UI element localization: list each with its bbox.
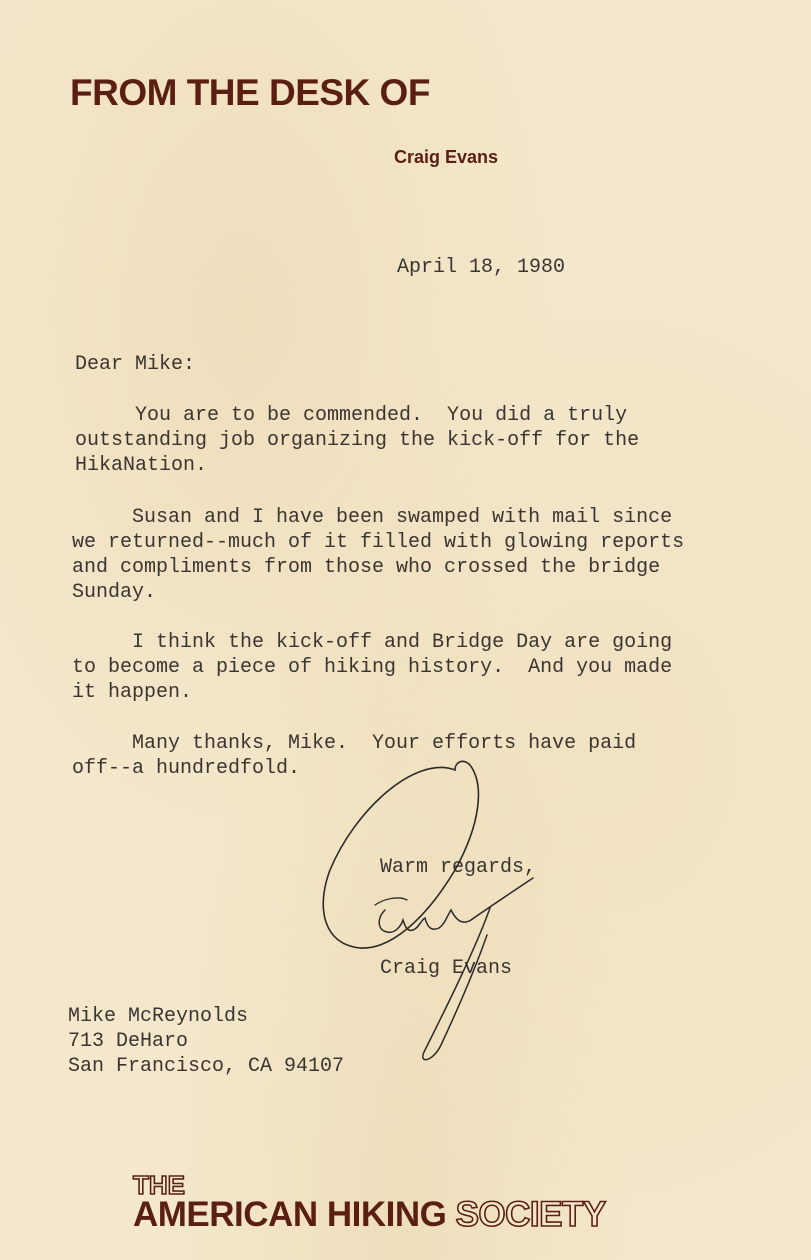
footer-org-outline: SOCIETY (455, 1195, 606, 1234)
paragraph-4: Many thanks, Mike. Your efforts have paid off--a hundredfold. (72, 732, 637, 780)
letterhead-title: FROM THE DESK OF (70, 72, 430, 113)
salutation: Dear Mike: (75, 353, 196, 376)
letter-date: April 18, 1980 (397, 256, 566, 279)
closing: Warm regards, (380, 856, 537, 879)
paragraph-3: I think the kick-off and Bridge Day are going to become a piece of hiking history. And you made it happen. (72, 631, 673, 704)
paragraph-2: Susan and I have been swamped with mail since we returned--much of it filled with glowing reports and compliments from those who crossed the bridge Sunday. (72, 506, 685, 604)
footer-the: THE (133, 1170, 185, 1200)
handwritten-signature (315, 750, 555, 1070)
recipient-address: Mike McReynolds 713 DeHaro San Francisco, CA 94107 (68, 1005, 345, 1078)
footer-org-main: AMERICAN HIKING (133, 1195, 447, 1234)
paragraph-1: You are to be commended. You did a truly outstanding job organizing the kick-off for the HikaNation. (75, 404, 640, 477)
letterhead-name: Craig Evans (394, 147, 499, 167)
signer-name: Craig Evans (380, 957, 513, 980)
footer-organization (133, 1195, 606, 1235)
